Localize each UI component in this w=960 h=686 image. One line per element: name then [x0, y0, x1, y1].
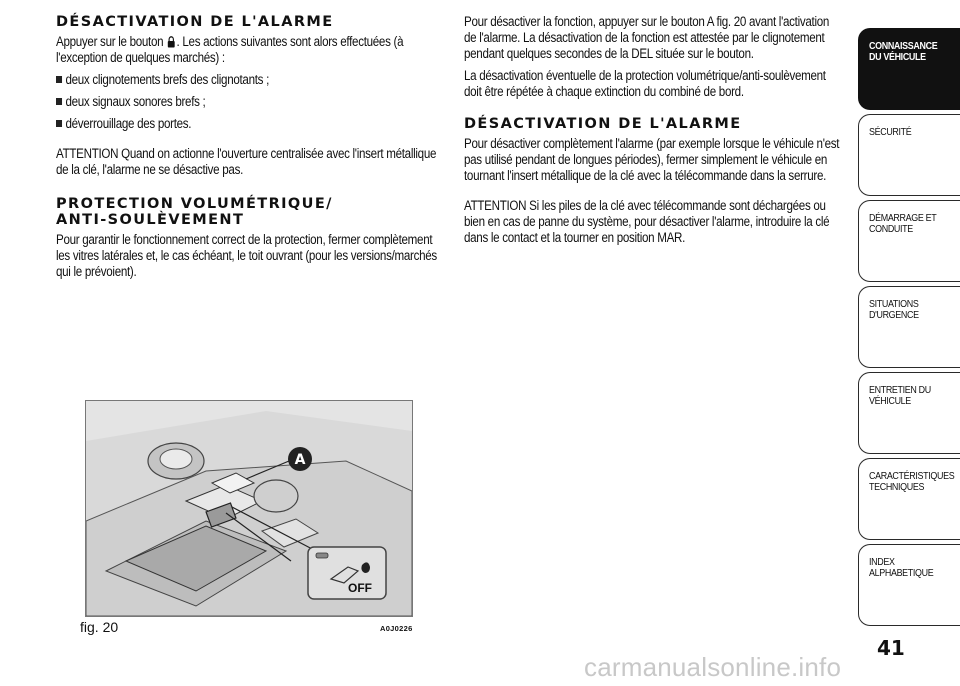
list-item-text: déverrouillage des portes.	[65, 116, 192, 131]
list-item	[56, 72, 439, 88]
tab-label-line2: VÉHICULE	[869, 395, 911, 407]
list-item	[56, 116, 439, 132]
roof-console-illustration	[86, 401, 412, 616]
tab-label-line1: INDEX	[869, 556, 895, 568]
figure-roof-console	[85, 400, 413, 617]
tab-label-line2: CONDUITE	[869, 223, 913, 235]
tab-label-line2: D'URGENCE	[869, 309, 919, 321]
heading-anti-lift: ANTI-SOULÈVEMENT	[56, 212, 245, 228]
tab-demarrage-et-conduite[interactable]	[858, 200, 960, 282]
heading-volumetric-protection: PROTECTION VOLUMÉTRIQUE/	[56, 196, 333, 212]
list-item-text: deux signaux sonores brefs ;	[65, 94, 206, 109]
tab-caracteristiques-techniques[interactable]	[858, 458, 960, 540]
heading-full-alarm-deactivation: DÉSACTIVATION DE L'ALARME	[464, 116, 742, 132]
paragraph-repeat-deactivation: La désactivation éventuelle de la protection volumétrique/anti-soulèvement doit être répétée à chaque extinction du combiné de bord.	[464, 68, 826, 99]
list-item-text: deux clignotements brefs des clignotants ;	[65, 72, 270, 87]
heading-alarm-deactivation: DÉSACTIVATION DE L'ALARME	[56, 14, 334, 30]
paragraph-protection-windows: Pour garantir le fonctionnement correct de la protection, fermer complètement les vitres latérales et, le cas échéant, le toit ouvrant (pour les versions/marchés qui le prévoient).	[56, 232, 437, 279]
square-bullet-icon	[56, 98, 62, 105]
figure-caption: fig. 20	[80, 619, 119, 635]
off-button-label: OFF	[348, 581, 372, 595]
tab-entretien-du-vehicule[interactable]	[858, 372, 960, 454]
attention-note-key-insert: ATTENTION Quand on actionne l'ouverture centralisée avec l'insert métallique de la clé, l'alarme ne se désactive pas.	[56, 146, 437, 177]
tab-label-line1: CONNAISSANCE	[869, 40, 938, 52]
tab-label-line1: DÉMARRAGE ET	[869, 212, 937, 224]
page-number: 41	[877, 636, 905, 660]
tab-index-alphabetique[interactable]	[858, 544, 960, 626]
watermark: carmanualsonline.info	[584, 652, 842, 682]
paragraph-disable-function: Pour désactiver la fonction, appuyer sur le bouton A fig. 20 avant l'activation de l'alarme. La désactivation de la fonction est attestée par le clignotement pendant quelques secondes de la DEL située sur le bouton.	[464, 14, 830, 61]
square-bullet-icon	[56, 120, 62, 127]
paragraph-lock-with-key: Pour désactiver complètement l'alarme (par exemple lorsque le véhicule n'est pas utilisé pendant de longues périodes), fermer simplement le véhicule en tournant l'insert métallique de la clé avec la télécommande dans la serrure.	[464, 136, 840, 183]
list-item	[56, 94, 439, 110]
tab-connaissance-du-vehicule[interactable]	[858, 28, 960, 110]
right-column	[464, 14, 844, 252]
tab-label-line1: SITUATIONS	[869, 298, 919, 310]
attention-note-batteries: ATTENTION Si les piles de la clé avec télécommande sont déchargées ou bien en cas de panne du système, pour désactiver l'alarme, introduire la clé dans le contact et la tourner en position MAR.	[464, 198, 830, 245]
padlock-icon	[167, 36, 176, 48]
tab-label-line1: CARACTÉRISTIQUES	[869, 470, 955, 482]
tab-label-line2: TECHNIQUES	[869, 481, 925, 493]
tab-label-line2: DU VÉHICULE	[869, 51, 926, 63]
square-bullet-icon	[56, 76, 62, 83]
paragraph-button-press-end: . Les actions suivantes sont alors effectuées (à l'exception de quelques marchés) :	[56, 34, 404, 65]
tab-label-line1: ENTRETIEN DU	[869, 384, 931, 396]
tab-label-line2: ALPHABETIQUE	[869, 567, 934, 579]
paragraph-button-press	[56, 34, 439, 66]
figure-code: A0J0226	[380, 624, 413, 633]
paragraph-button-press-start: Appuyer sur le bouton	[56, 34, 164, 49]
tab-securite[interactable]	[858, 114, 960, 196]
left-column	[56, 14, 440, 286]
tab-situations-durgence[interactable]	[858, 286, 960, 368]
tab-label-line1: SÉCURITÉ	[869, 126, 912, 138]
callout-a-label: A	[294, 452, 306, 468]
